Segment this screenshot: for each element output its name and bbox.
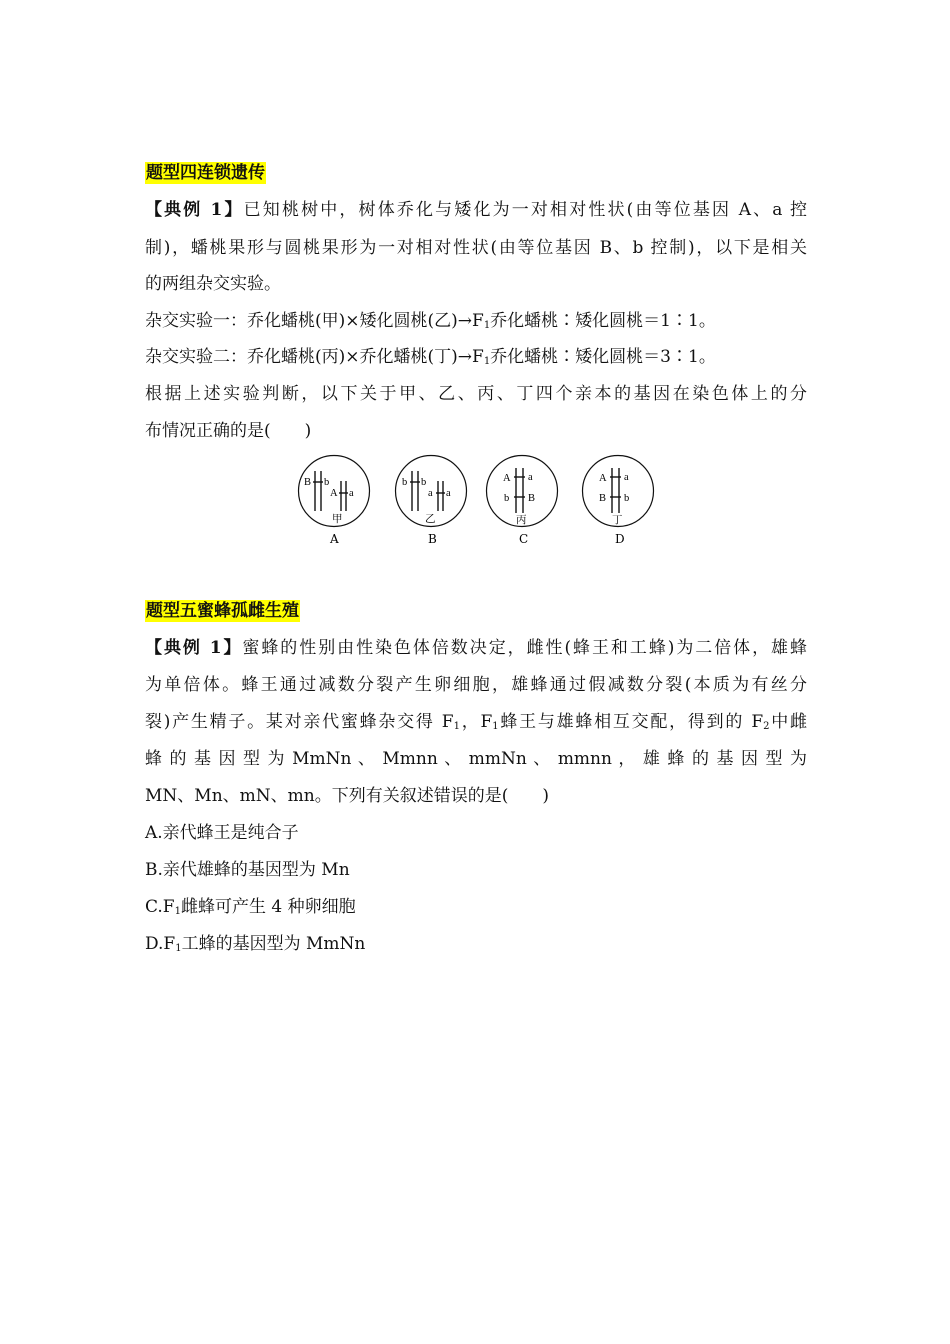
- subscript: 1: [175, 943, 182, 954]
- gene-label: a: [624, 472, 629, 483]
- gene-label: A: [330, 488, 338, 499]
- gene-label: A: [503, 473, 511, 484]
- subscript: 1: [483, 320, 491, 331]
- example-tag: 【典例 1】: [145, 200, 244, 220]
- example-tag: 【典例 1】: [145, 638, 243, 658]
- cross-experiment-1: [145, 310, 807, 337]
- gene-label: a: [349, 488, 354, 499]
- gene-label: B: [304, 477, 312, 488]
- option-text: 雌蜂可产生 4 种卵细胞: [180, 897, 356, 917]
- paragraph-text: 中雌: [769, 712, 808, 732]
- answer-option-c: [145, 896, 807, 923]
- option-text: C.F: [145, 897, 175, 917]
- paragraph-text: 裂)产生精子。某对亲代蜜蜂杂交得 F: [145, 712, 454, 732]
- experiment-text: 杂交实验一：乔化蟠桃(甲)×矮化圆桃(乙)→F: [145, 311, 484, 331]
- cell-name: 丁: [612, 515, 623, 526]
- experiment-text: 乔化蟠桃∶矮化圆桃＝3∶1。: [490, 347, 716, 367]
- option-label: A: [330, 532, 339, 546]
- cell-name: 丙: [516, 515, 527, 526]
- example-paragraph-line: 为单倍体。蜂王通过减数分裂产生卵细胞，雄蜂通过假减数分裂(本质为有丝分: [145, 675, 807, 695]
- example-paragraph-line: 的两组杂交实验。: [145, 274, 281, 294]
- gene-label: b: [402, 477, 408, 488]
- example-paragraph-line: [145, 199, 807, 221]
- option-text: B.亲代雄蜂的基因型为 Mn: [145, 860, 350, 880]
- cross-experiment-2: [145, 346, 807, 373]
- gene-label: B: [528, 493, 536, 504]
- experiment-text: 杂交实验二：乔化蟠桃(丙)×乔化蟠桃(丁)→F: [145, 347, 484, 367]
- gene-label: B: [599, 493, 607, 504]
- cell-ding: [599, 468, 629, 546]
- example-paragraph-line: 蜂 的 基 因 型 为 MmNn 、 Mmnn 、 mmNn 、 mmnn ， 雄 蜂 的 基 因 型 为: [145, 749, 807, 769]
- option-text: A.亲代蜂王是纯合子: [145, 823, 299, 843]
- section-heading-linkage: 题型四连锁遗传: [146, 163, 265, 183]
- gene-label: a: [428, 488, 433, 499]
- answer-option-b: [145, 859, 807, 881]
- section-heading-parthenogenesis: 题型五蜜蜂孤雌生殖: [146, 601, 299, 621]
- option-label: B: [428, 532, 437, 546]
- gene-label: b: [624, 493, 630, 504]
- example-paragraph-line: [145, 637, 807, 659]
- option-label: C: [519, 532, 529, 546]
- gene-label: a: [528, 472, 533, 483]
- gene-label: A: [599, 473, 607, 484]
- subscript: 2: [763, 721, 770, 732]
- cell-bing: [503, 468, 535, 546]
- example-paragraph-line: 制)，蟠桃果形与圆桃果形为一对相对性状(由等位基因 B、b 控制)，以下是相关: [145, 238, 807, 258]
- paragraph-text: 已知桃树中，树体乔化与矮化为一对相对性状(由等位基因 A、a 控: [243, 200, 807, 220]
- gene-label: b: [324, 477, 330, 488]
- cell-name: 甲: [332, 514, 343, 525]
- example-paragraph-line: MN、Mn、mN、mn。下列有关叙述错误的是( ): [145, 786, 549, 806]
- cell-name: 乙: [425, 514, 436, 525]
- gene-label: b: [504, 493, 510, 504]
- answer-option-a: [145, 822, 807, 844]
- example-paragraph-line: [145, 711, 807, 738]
- subscript: 1: [174, 906, 181, 917]
- answer-option-d: [145, 933, 807, 960]
- subscript: 1: [492, 721, 499, 732]
- paragraph-text: 蜂王与雄蜂相互交配，得到的 F: [498, 712, 764, 732]
- option-text: D.F: [145, 934, 176, 954]
- cell-yi: [402, 471, 451, 546]
- paragraph-text: 蜜蜂的性别由性染色体倍数决定，雌性(蜂王和工蜂)为二倍体，雄蜂: [242, 638, 808, 658]
- paragraph-text: ，F: [459, 712, 493, 732]
- question-line: 根据上述实验判断，以下关于甲、乙、丙、丁四个亲本的基因在染色体上的分: [145, 384, 807, 404]
- question-line: 布情况正确的是( ): [145, 421, 312, 441]
- option-text: 工蜂的基因型为 MmNn: [181, 934, 366, 954]
- subscript: 1: [453, 721, 460, 732]
- experiment-text: 乔化蟠桃∶矮化圆桃＝1∶1。: [490, 311, 716, 331]
- cell-jia: [304, 471, 354, 546]
- gene-label: b: [421, 477, 427, 488]
- subscript: 1: [483, 356, 491, 367]
- chromosome-figure: [294, 453, 659, 549]
- option-label: D: [615, 532, 625, 546]
- gene-label: a: [446, 488, 451, 499]
